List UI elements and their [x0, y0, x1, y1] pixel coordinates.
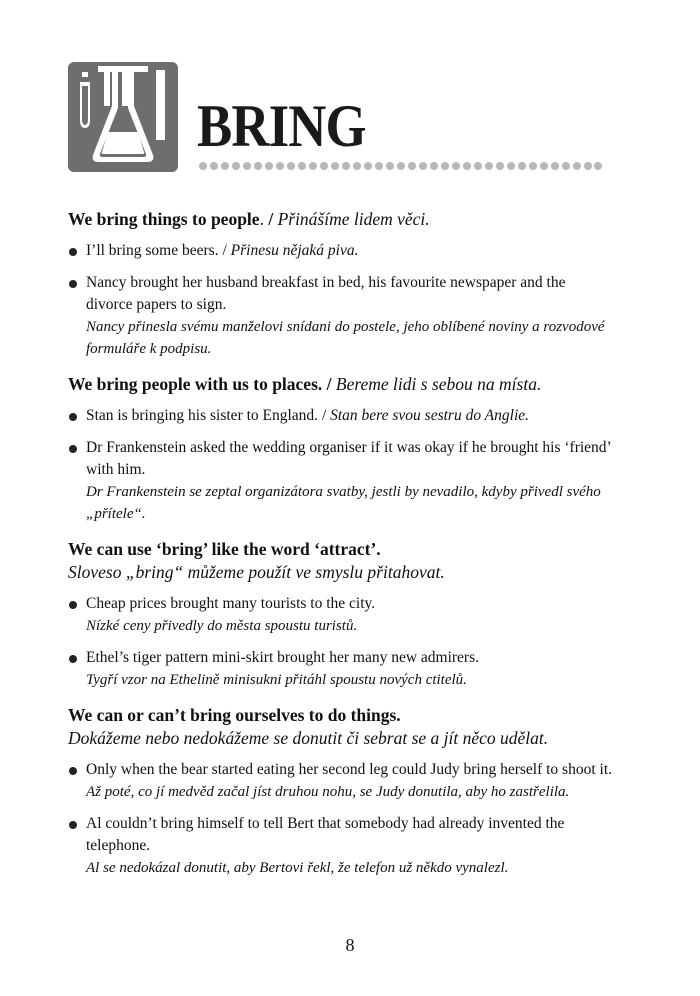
page-number: 8	[345, 935, 355, 955]
example-list	[68, 759, 613, 879]
list-item: Nancy brought her husband breakfast in bed, his favourite newspaper and the divorce papers to sign. Nancy přinesla svému manželovi snídani do postele, jeho oblíbené noviny a rozvodové formuláře k podpisu.	[68, 272, 613, 360]
list-item: Dr Frankenstein asked the wedding organiser if it was okay if he brought his ‘friend’ with him. Dr Frankenstein se zeptal organizátora svatby, jestli by nevadilo, kdyby přivedl svého „přítele“.	[68, 437, 613, 525]
section-heading	[68, 538, 613, 584]
list-item: Stan is bringing his sister to England. / Stan bere svou sestru do Anglie.	[68, 405, 613, 427]
example-list	[68, 593, 613, 691]
heading-cz: Přinášíme lidem věci.	[277, 209, 430, 229]
heading-cz: Sloveso „bring“ můžeme použít ve smyslu přitahovat.	[68, 562, 445, 582]
lab-flask-icon	[68, 62, 178, 172]
example-list	[68, 405, 613, 525]
list-item: Al couldn’t bring himself to tell Bert that somebody had already invented the telephone. Al se nedokázal donutit, aby Bertovi řekl, že telefon už někdo vynalezl.	[68, 813, 613, 879]
list-item: Only when the bear started eating her second leg could Judy bring herself to shoot it. Až poté, co jí medvěd začal jíst druhou nohu, se Judy donutila, aby ho zastřelila.	[68, 759, 613, 803]
page-title: BRING	[197, 93, 366, 159]
heading-en: We bring people with us to places.	[68, 374, 323, 394]
list-item: Ethel’s tiger pattern mini-skirt brought her many new admirers. Tygří vzor na Ethelině minisukni přitáhl spoustu nových ctitelů.	[68, 647, 613, 691]
list-item: I’ll bring some beers. / Přinesu nějaká piva.	[68, 240, 613, 262]
content	[68, 208, 613, 889]
heading-en: We can use ‘bring’ like the word ‘attract’.	[68, 539, 381, 559]
list-item: Cheap prices brought many tourists to the city. Nízké ceny přivedly do města spoustu turistů.	[68, 593, 613, 637]
section-heading: We bring things to people. / Přinášíme lidem věci.	[68, 209, 430, 229]
section-heading	[68, 704, 613, 750]
heading-en: We bring things to people	[68, 209, 260, 229]
heading-en: We can or can’t bring ourselves to do things.	[68, 705, 401, 725]
section-heading: We bring people with us to places. / Bereme lidi s sebou na místa.	[68, 374, 542, 394]
example-list	[68, 240, 613, 360]
heading-cz: Bereme lidi s sebou na místa.	[335, 374, 542, 394]
chapter-logo	[68, 62, 178, 172]
dotted-divider	[198, 160, 602, 172]
heading-cz: Dokážeme nebo nedokážeme se donutit či sebrat se a jít něco udělat.	[68, 728, 549, 748]
